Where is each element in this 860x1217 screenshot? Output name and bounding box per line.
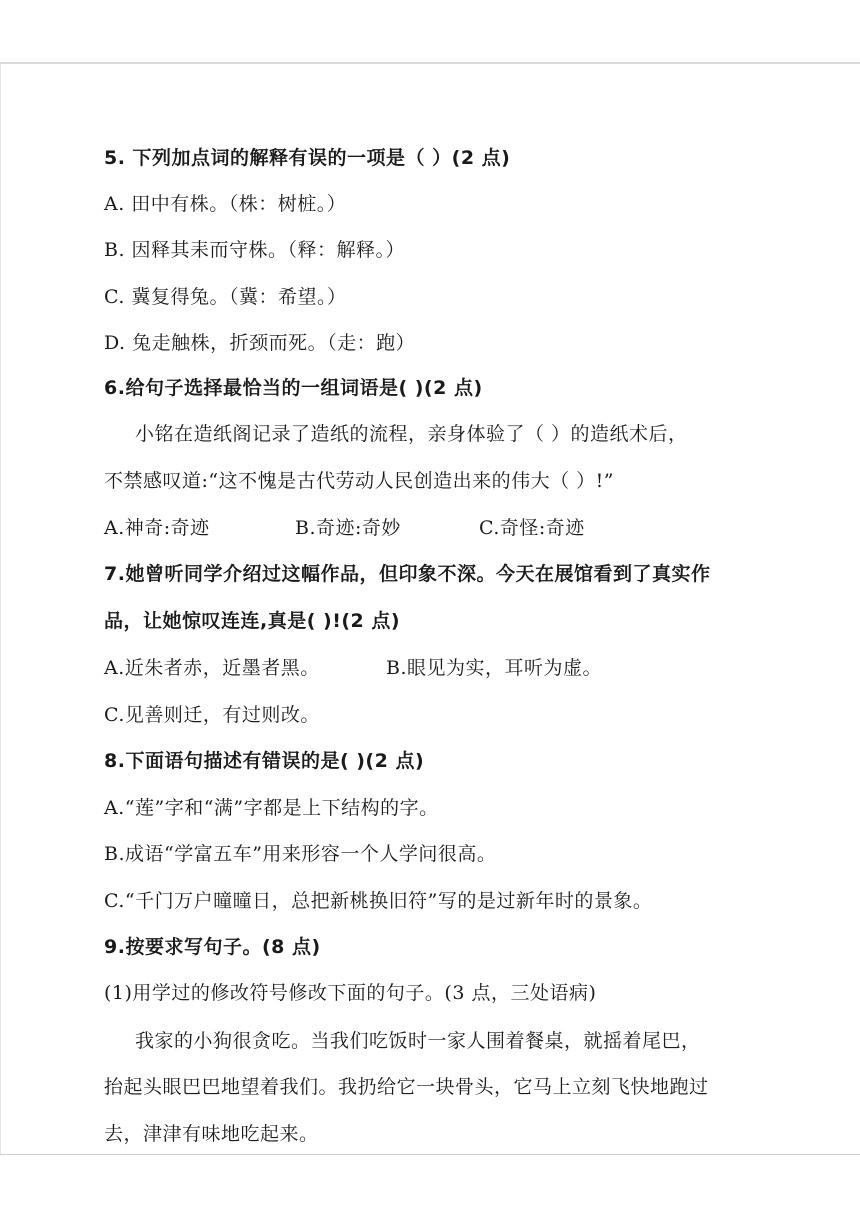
q8-option-b: B.成语“学富五车”用来形容一个人学问很高。 xyxy=(104,843,497,865)
q9-stem: 9.按要求写句子。(8 点) xyxy=(104,936,321,958)
q6-option-a: A.神奇:奇迹 xyxy=(104,517,210,539)
q6-option-c: C.奇怪:奇迹 xyxy=(479,517,585,539)
q6-passage-line-1: 小铭在造纸阁记录了造纸的流程，亲身体验了（ ）的造纸术后， xyxy=(135,423,688,445)
q7-stem-line-1: 7.她曾听同学介绍过这幅作品，但印象不深。今天在展馆看到了真实作 xyxy=(104,563,711,585)
q7-option-c: C.见善则迁，有过则改。 xyxy=(104,704,320,726)
q8-stem: 8.下面语句描述有错误的是( )(2 点) xyxy=(104,750,425,772)
q5-option-c: C. 冀复得兔。（冀：希望。） xyxy=(104,286,347,308)
q5-stem: 5. 下列加点词的解释有误的一项是（ ）(2 点) xyxy=(104,147,511,169)
q6-option-b: B.奇迹:奇妙 xyxy=(295,517,401,539)
q7-options-row xyxy=(104,653,704,679)
q7-option-b: B.眼见为实，耳听为虚。 xyxy=(386,657,603,679)
q5-option-a: A. 田中有株。（株：树桩。） xyxy=(104,193,347,215)
q5-option-d: D. 兔走触株，折颈而死。（走：跑） xyxy=(104,332,416,354)
q9-passage-line-1: 我家的小狗很贪吃。当我们吃饭时一家人围着餐桌，就摇着尾巴， xyxy=(135,1030,701,1052)
q8-option-a: A.“莲”字和“满”字都是上下结构的字。 xyxy=(104,797,439,819)
q9-passage-line-3: 去，津津有味地吃起来。 xyxy=(104,1123,319,1145)
q8-option-c: C.“千门万户曈曈日，总把新桃换旧符”写的是过新年时的景象。 xyxy=(104,890,653,912)
q5-option-b: B. 因释其耒而守株。（释：解释。） xyxy=(104,239,406,261)
q6-options-row xyxy=(104,513,704,539)
q7-stem-line-2: 品，让她惊叹连连,真是( )!(2 点) xyxy=(104,610,401,632)
q9-passage-line-2: 抬起头眼巴巴地望着我们。我扔给它一块骨头，它马上立刻飞快地跑过 xyxy=(104,1076,709,1098)
q7-option-a: A.近朱者赤，近墨者黑。 xyxy=(104,657,320,679)
q6-stem: 6.给句子选择最恰当的一组词语是( )(2 点) xyxy=(104,377,483,399)
watermark-smudge xyxy=(530,1140,830,1156)
q6-passage-line-2: 不禁感叹道:“这不愧是古代劳动人民创造出来的伟大（ ）!” xyxy=(104,470,615,492)
q9-sub1-instruction: (1)用学过的修改符号修改下面的句子。(3 点，三处语病) xyxy=(104,982,597,1004)
